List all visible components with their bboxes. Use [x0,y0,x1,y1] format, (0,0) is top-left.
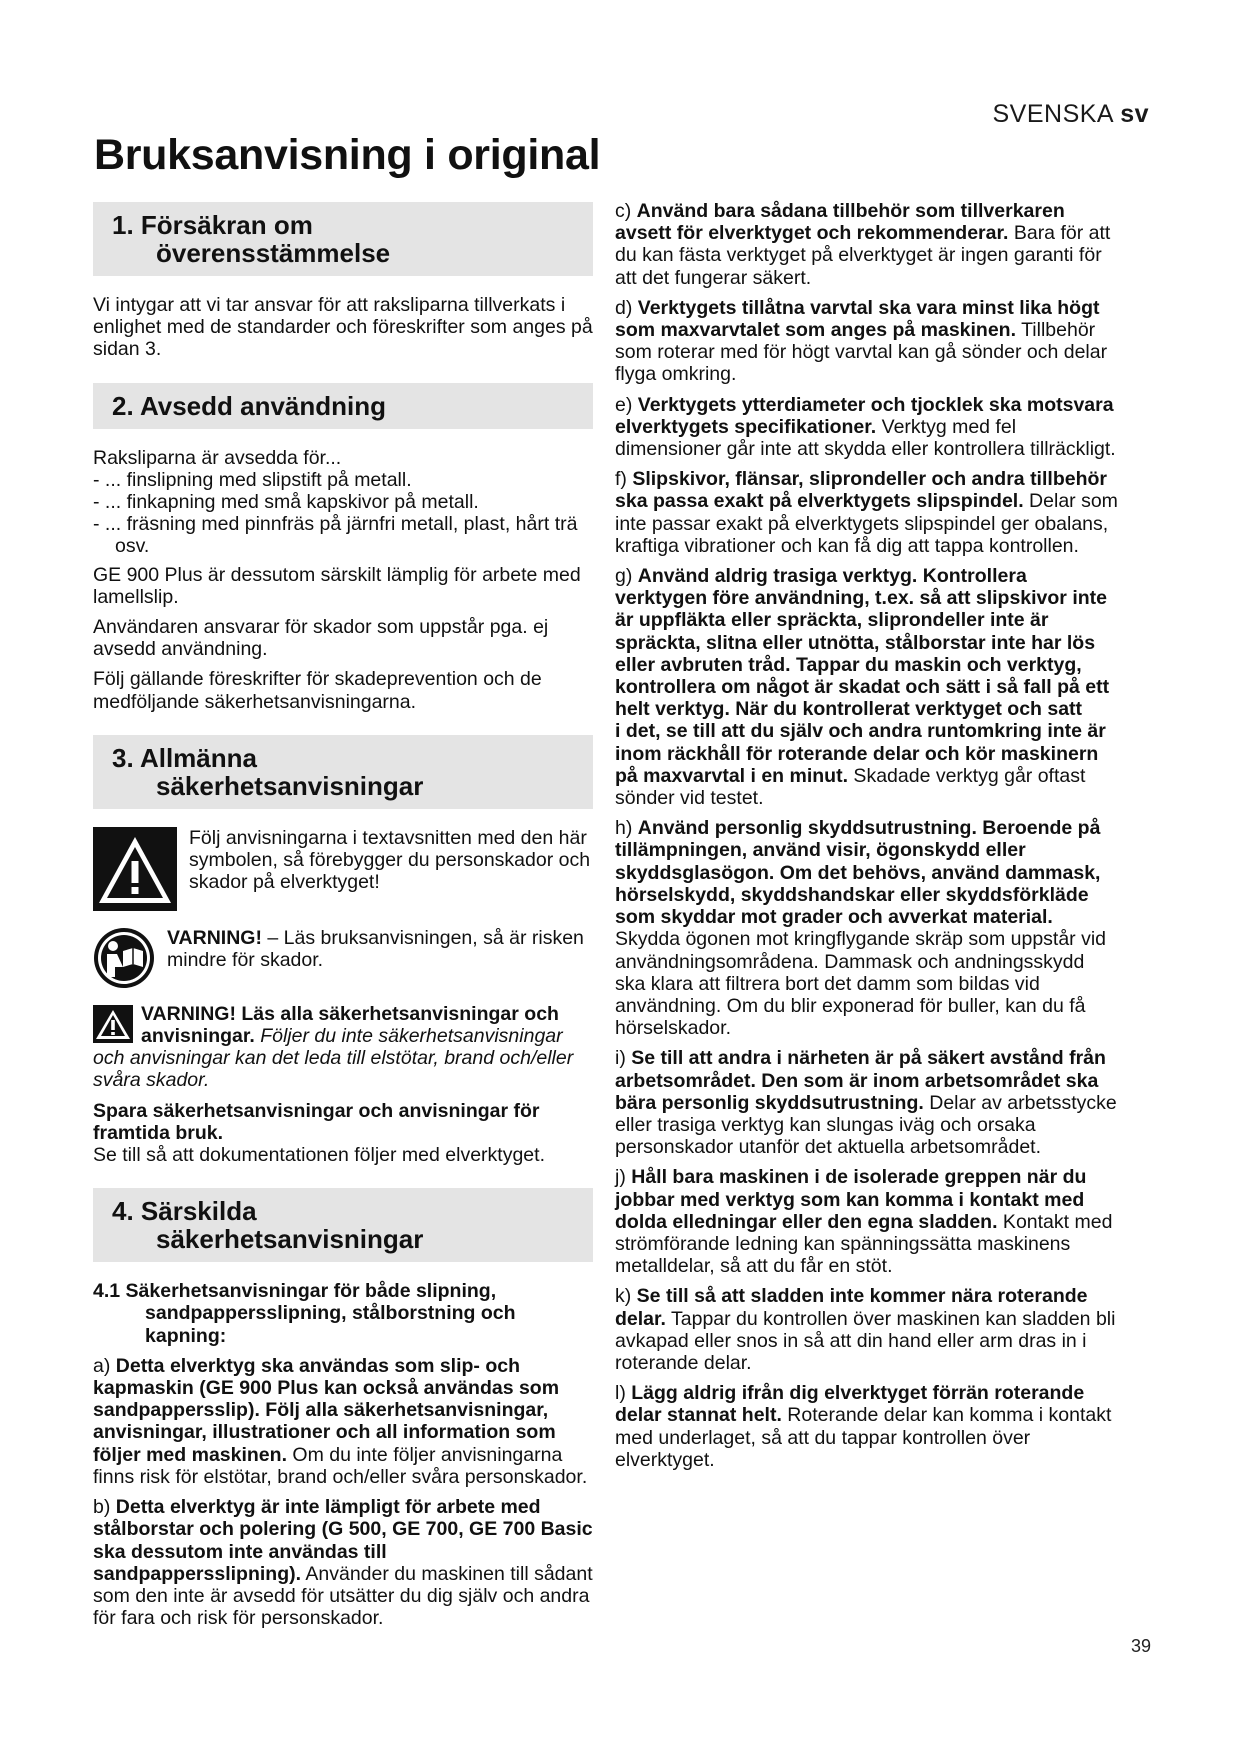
list-item: - ... finslipning med slipstift på metall. [93,468,412,491]
item-text: Om du inte följer anvisningarna finns risk för elstötar, brand och/eller svåra personskador. [93,1443,588,1488]
item-prefix: e) [615,393,638,416]
section-1-heading [93,202,593,276]
safety-item-k [615,1285,1120,1374]
language-name: SVENSKA [992,100,1113,128]
item-prefix: l) [615,1382,632,1405]
list-item: - ... fräsning med pinnfräs på järnfri metall, plast, hårt trä osv. [93,513,578,558]
section-3-heading [93,735,593,809]
item-text: Delar av arbetsstycke eller trasiga verktyg kan slungas iväg och orsaka personskador utanför det aktuella arbetsområdet. [615,1091,1117,1159]
save-instructions-bold: Spara säkerhetsanvisningar och anvisningar för framtida bruk. [93,1099,540,1144]
item-text: Kontakt med strömförande ledning kan spänningssätta maskinens metalldelar, så att du får en stöt. [615,1210,1113,1278]
item-prefix: k) [615,1285,637,1308]
item-text: Roterande delar kan komma i kontakt med underlaget, så att du tappar kontrollen över elverktyget. [615,1404,1112,1471]
item-bold: Använd personlig skyddsutrustning. Beroende på tillämpningen, använd visir, ögonskydd eller skyddsglasögon. Om det behövs, använd dammask, hörselskydd, skyddshandskar eller skyddsförkläde som skyddar mot grader och avverkat material. [615,817,1101,929]
safety-item-e [615,394,1120,461]
section-1-title-line2: överensstämmelse [156,238,391,268]
item-bold: Slipskivor, flänsar, sliprondeller och andra tillbehör ska passa exakt på elverktygets slipspindel. [615,468,1107,513]
subsection-title-line2: sandpappersslipning, stålborstning och kapning: [145,1302,516,1347]
manual-warning-bold: VARNING! [167,926,262,949]
subsection-title-line1: 4.1 Säkerhetsanvisningar för både slipning, [93,1280,497,1303]
section-2-paragraph: Användaren ansvarar för skador som uppstår pga. ej avsedd användning. [93,616,549,661]
item-text: Skadade verktyg går oftast sönder vid testet. [615,764,1086,810]
item-bold: i det, se till att du själv och andra runtomkring inte är inom räckhåll för roterande delar och kör maskinern på maxvarvtal i en minut. [615,720,1106,787]
item-bold: Verktygets ytterdiameter och tjocklek ska motsvara elverktygets specifikationer. [615,393,1114,438]
item-bold: Verktygets tillåtna varvtal ska vara minst lika högt som maxvarvtalet som anges på maskinen. [615,296,1100,342]
item-text: Bara för att du kan fästa verktyget på elverktyget är ingen garanti för att det fungerar säkert. [615,222,1111,289]
section-2-heading [93,383,593,429]
language-code: sv [1120,100,1149,128]
item-bold: Detta elverktyg ska användas som slip- och kapmaskin (GE 900 Plus kan också användas som sandpappersslip). Följ alla säkerhetsanvisningar, anvisningar, illustrationer och all information som följer med maskinen. [93,1354,560,1466]
list-item: - ... finkapning med små kapskivor på metall. [93,491,479,514]
symbol-note-text: Följ anvisningarna i textavsnitten med den här symbolen, så förebygger du personskador och skador på elverktyget! [189,826,591,894]
section-4-title-line1: 4. Särskilda [112,1196,257,1227]
safety-item-b [93,1496,593,1629]
safety-item-d [615,297,1120,386]
section-3-title-line1: 3. Allmänna [112,742,257,773]
item-text: Verktyg med fel dimensioner går inte att skydda eller kontrollera tillräckligt. [615,415,1116,461]
save-instructions [93,1100,593,1144]
safety-item-i [615,1047,1120,1158]
section-1-body: Vi intygar att vi tar ansvar för att raksliparna tillverkats i enlighet med de standarder och föreskrifter som anges på sidan 3. [93,294,593,361]
item-prefix: i) [615,1047,632,1070]
item-bold: Se till att andra i närheten är på säkert avstånd från arbetsområdet. Den som är inom arbetsområdet ska bära personlig skyddsutrustning. [615,1047,1106,1114]
item-bold: Håll bara maskinen i de isolerade greppen när du jobbar med verktyg som kan komma i kontakt med dolda elledningar eller den egna sladden. [615,1166,1087,1233]
item-prefix: f) [615,468,633,491]
item-bold: Använd aldrig trasiga verktyg. Kontrollera verktygen före användning, t.ex. så att slipskivor inte är uppfläkta eller spräckta, sliprondeller inte är spräckta, slitna eller utnötta, stålborstar inte har lös eller avbruten tråd. Tappar du maskin och verktyg, kontrollera om något är skadat och sätt i så fall på ett helt verktyg. När du kontrollerat verktyget och satt [615,565,1110,721]
save-instructions-text: Se till så att dokumentationen följer med elverktyget. [93,1144,545,1167]
safety-item-j [615,1166,1120,1277]
right-column [615,200,1120,1479]
safety-item-a [93,1355,593,1488]
item-prefix: g) [615,565,638,588]
item-bold: Se till så att sladden inte kommer nära roterande delar. [615,1285,1088,1330]
item-text: Tillbehör som roterar med för högt varvtal kan gå sönder och delar flyga omkring. [615,319,1108,386]
item-bold: Lägg aldrig ifrån dig elverktyget förrän roterande delar stannat helt. [615,1382,1085,1427]
item-prefix: c) [615,200,637,222]
item-prefix: j) [615,1166,632,1189]
section-2-intro: Raksliparna är avsedda för... [93,446,342,469]
safety-item-f [615,468,1120,557]
symbol-note [93,827,593,911]
section-4-title-line2: säkerhetsanvisningar [156,1224,424,1255]
general-warning [93,1003,593,1092]
left-column [93,200,593,1637]
warning-triangle-icon [93,827,177,911]
general-warning-bold: VARNING! Läs alla säkerhetsanvisningar och anvisningar. [141,1002,559,1048]
item-text: Använder du maskinen till sådant som den inte är avsedd för utsätter du dig själv och andra för fara och risk för personskador. [93,1562,593,1630]
read-manual-icon [93,927,155,989]
subsection-4-1-heading [93,1280,593,1347]
section-2-title: 2. Avsedd användning [112,390,387,421]
section-2-list [93,469,593,558]
item-prefix: h) [615,817,638,840]
manual-warning-text [167,927,593,971]
section-2-paragraph: Följ gällande föreskrifter för skadeprevention och de medföljande säkerhetsanvisningarna. [93,668,542,713]
section-3-title-line2: säkerhetsanvisningar [156,770,424,801]
item-text: Skydda ögonen mot kringflygande skräp som uppstår vid användningsområdena. Dammask och andningsskydd ska klara att filtrera bort det damm som bildas vid användning. Om du blir exponerad för buller, kan du få hörselskador. [615,928,1107,1040]
item-prefix: a) [93,1354,116,1377]
safety-item-c [615,200,1120,289]
page-number: 39 [1130,1636,1151,1656]
section-1-title-line1: 1. Försäkran om [112,210,313,240]
manual-warning-body: – Läs bruksanvisningen, så är risken mindre för skador. [167,926,584,972]
safety-item-h [615,817,1120,1039]
safety-item-l [615,1382,1120,1471]
warning-triangle-icon [93,1005,133,1043]
item-bold: Detta elverktyg är inte lämpligt för arbete med stålborstar och polering (G 500, GE 700, GE 700 Basic ska dessutom inte användas till sandpappersslipning). [93,1496,593,1585]
document-title: Bruksanvisning i original [94,131,601,179]
manual-warning [93,927,593,989]
safety-item-g [615,565,1120,809]
item-text: Tappar du kontrollen över maskinen kan sladden bli avkapad eller snos in så att din hand eller arm dras in i roterande delar. [615,1307,1116,1374]
section-2-paragraph: GE 900 Plus är dessutom särskilt lämplig för arbete med lamellslip. [93,563,581,608]
language-label [993,100,1150,129]
item-prefix: b) [93,1496,116,1519]
section-4-heading [93,1188,593,1262]
item-bold: Använd bara sådana tillbehör som tillverkaren avsett för elverktyget och rekommenderar. [615,200,1065,245]
general-warning-italic: Följer du inte säkerhetsanvisningar och anvisningar kan det leda till elstötar, brand och/eller svåra skador. [93,1025,574,1092]
item-prefix: d) [615,296,638,319]
item-text: Delar som inte passar exakt på elverktygets slipspindel ger obalans, kraftiga vibrationer och kan få dig att tappa kontrollen. [615,490,1118,557]
